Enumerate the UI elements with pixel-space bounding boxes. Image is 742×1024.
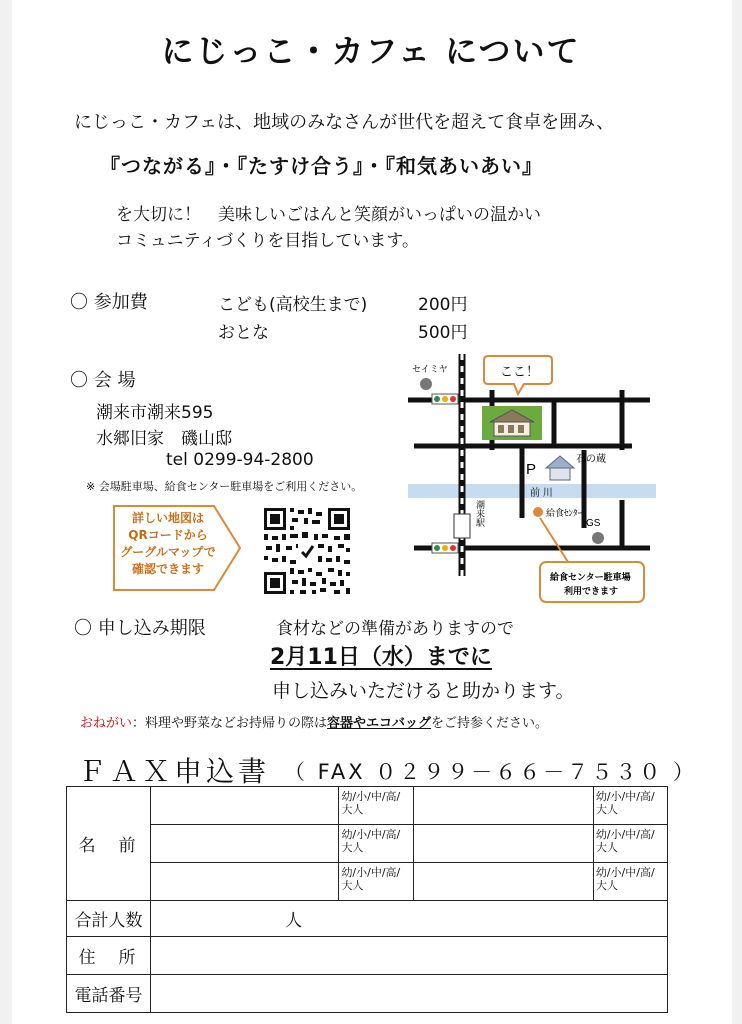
map-callout-line-1: 給食センター駐車場 (550, 572, 631, 582)
deadline-thanks: 申し込みいただけると助かります。 (272, 680, 575, 702)
age-options-2[interactable]: 幼/小/中/高/大人 (593, 787, 667, 825)
name-field-4[interactable] (413, 825, 593, 863)
please-label: おねがい (80, 716, 133, 731)
kyushoku-marker-icon (533, 507, 543, 517)
traffic-light-icon (432, 394, 458, 404)
parking-note: ※ 会場駐車場、給食センター駐車場をご利用ください。 (86, 480, 363, 493)
name-field-6[interactable] (413, 863, 593, 901)
deadline-heading: 〇 申し込み期限 (74, 618, 206, 639)
phone-field[interactable] (151, 975, 668, 1013)
page-edge-left (0, 0, 12, 1024)
total-label: 合計人数 (67, 901, 151, 937)
map-label-ishinokura: 石の蔵 (576, 454, 606, 465)
venue-tel: tel 0299-94-2800 (166, 450, 314, 470)
seimiya-marker-icon (420, 378, 432, 390)
map-label-station: 潮来駅 (475, 500, 485, 527)
fee-child-price: 200円 (418, 295, 468, 315)
total-unit: 人 (285, 911, 303, 931)
map-label-parking: P (526, 461, 537, 478)
page-edge-right (732, 0, 742, 1024)
qr-callout-line-4: 確認できます (131, 562, 204, 576)
age-options-3[interactable]: 幼/小/中/高/大人 (339, 825, 413, 863)
fee-heading: 〇 参加費 (70, 292, 148, 313)
age-options-1[interactable]: 幼/小/中/高/大人 (339, 787, 413, 825)
age-options-5[interactable]: 幼/小/中/高/大人 (339, 863, 413, 901)
ishinokura-house-icon (546, 456, 574, 480)
gs-marker-icon (592, 532, 604, 544)
please-bold: 容器やエコバッグ (327, 716, 432, 731)
name-field-3[interactable] (151, 825, 339, 863)
traffic-light-icon (432, 543, 458, 553)
qr-code[interactable] (262, 506, 352, 596)
fee-adult-price: 500円 (418, 323, 468, 343)
access-map (400, 350, 662, 608)
venue-heading: 〇 会 場 (70, 370, 136, 391)
map-label-gs: GS (586, 518, 601, 529)
please-text-before: ：料理や野菜などお持帰りの際は (132, 716, 328, 731)
venue-place: 水郷旧家 磯山邸 (96, 429, 232, 449)
name-field-5[interactable] (151, 863, 339, 901)
fax-number: （ FAX ０２９９－６６－７５３０ ） (284, 760, 697, 784)
qr-callout-line-3: グーグルマップで (120, 545, 216, 559)
qr-callout-text (114, 510, 222, 578)
phone-label: 電話番号 (67, 975, 151, 1013)
fax-title: ＦＡＸ申込書 (78, 755, 271, 788)
intro-body (116, 202, 541, 254)
address-field[interactable] (151, 937, 668, 975)
intro-line-1: にじっこ・カフェは、地域のみなさんが世代を超えて食卓を囲み、 (74, 112, 615, 133)
qr-callout-line-2: QRコードから (128, 528, 208, 542)
name-field-1[interactable] (151, 787, 339, 825)
age-options-6[interactable]: 幼/小/中/高/大人 (593, 863, 667, 901)
map-label-seimiya: セイミヤ (412, 364, 448, 374)
map-label-here: ここ！ (500, 364, 540, 379)
fee-adult-label: おとな (218, 323, 269, 343)
address-label: 住 所 (67, 937, 151, 975)
fee-child-label: こども(高校生まで) (218, 295, 368, 315)
map-callout-line-2: 利用できます (564, 586, 619, 596)
total-field[interactable] (151, 901, 668, 937)
venue-address: 潮来市潮来595 (96, 403, 214, 423)
map-label-kyushoku: 給食ｾﾝﾀｰ (546, 508, 583, 518)
deadline-prep: 食材などの準備がありますので (276, 619, 514, 639)
name-label: 名 前 (67, 787, 151, 901)
please-text-after: をご持参ください。 (431, 716, 549, 731)
fax-application-form (66, 786, 668, 1013)
please-note (80, 712, 548, 731)
name-field-2[interactable] (413, 787, 593, 825)
qr-callout-line-1: 詳しい地図は (131, 511, 204, 525)
deadline-date: 2月11日（水）までに (270, 645, 492, 670)
kyushoku-callout (540, 562, 644, 602)
map-label-river: 前 川 (530, 488, 553, 499)
page-title: にじっこ・カフェ について (161, 32, 581, 70)
intro-slogan: 『つながる』・『たすけ合う』・『和気あいあい』 (100, 154, 543, 178)
intro-line-4: コミュニティづくりを目指しています。 (116, 231, 419, 251)
station-box (454, 514, 470, 538)
age-options-4[interactable]: 幼/小/中/高/大人 (593, 825, 667, 863)
intro-line-3: を大切に！ 美味しいごはんと笑顔がいっぱいの温かい (116, 205, 541, 225)
